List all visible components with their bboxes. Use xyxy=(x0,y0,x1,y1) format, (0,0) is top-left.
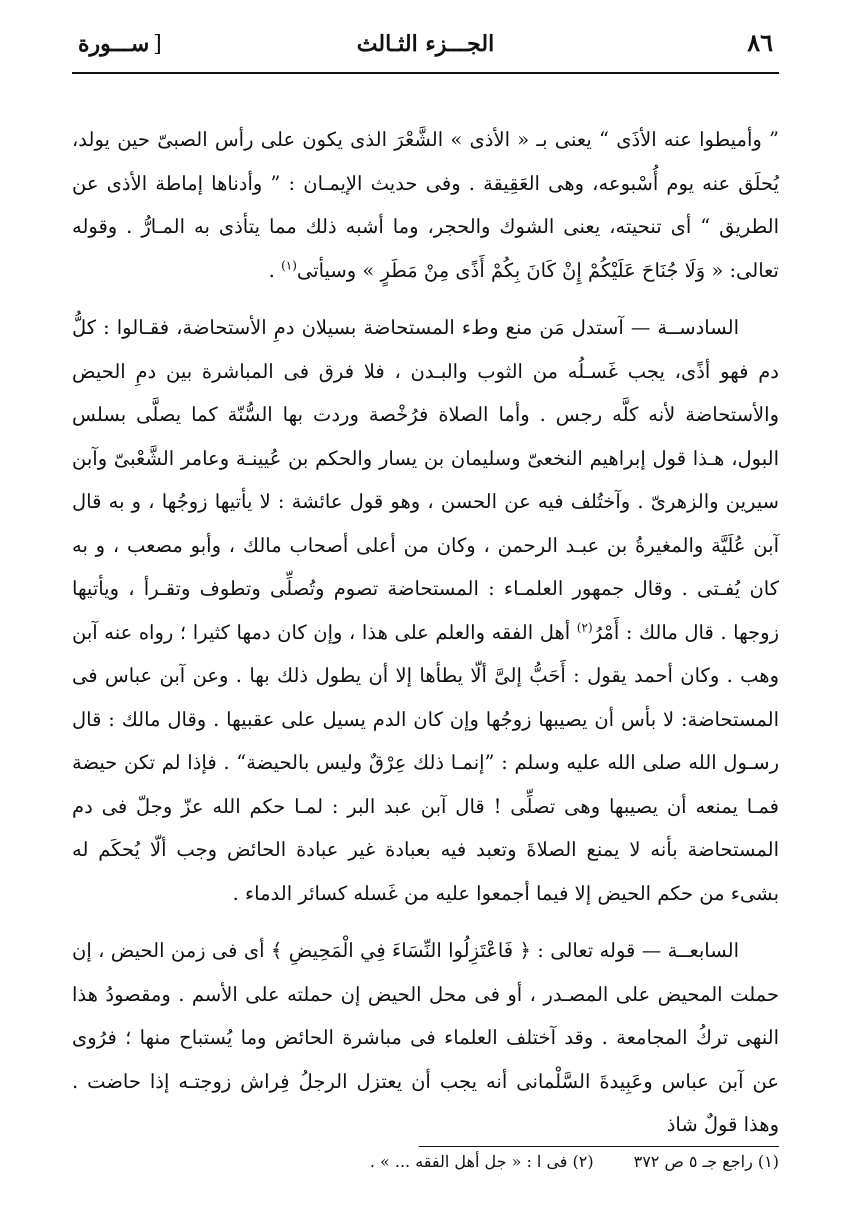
paragraph-2-text: السادســة — آستدل مَن منع وطء المستحاضة بسيلان دمِ الأستحاضة، فقـالوا : كلُّ دم فهو أذًى، يجب غَسـلُه من الثوب والبـدن ، فلا فرق فى المباشرة بين دمِ الحيض والأستحاضة لأنه كلَّه رجس . وأما الصلاة فرُخْصة وردت بها السُّنّة كما يصلَّى بسلس البول، هـذا قول إبراهيم النخعىّ وسليمان بن يسار والحكم بن عُيينـة وعامر الشَّعْبىّ وآبن سيرين والزهرىّ . وآختُلف فيه عن الحسن ، وهو قول عائشة : لا يأتيها زوجُها ، و به قال آبن عُلَيَّة والمغيرةُ بن عبـد الرحمن ، وكان من أعلى أصحاب مالك ، وأبو مصعب ، و به كان يُفـتى . وقال جمهور العلمـاء : المستحاضة تصوم وتُصلِّى وتطوف وتقـرأ ، ويأتيها زوجها . قال مالك : أَمْرُ xyxy=(72,316,779,644)
surah-text: ســـورة xyxy=(78,31,150,57)
paragraph-1 xyxy=(72,118,779,292)
footnote-1: (١) راجع جـ ٥ ص ٣٧٢ xyxy=(633,1152,779,1171)
footnote-divider xyxy=(419,1146,779,1147)
paragraph-3 xyxy=(72,929,779,1147)
footnotes xyxy=(72,1152,779,1171)
footnote-ref-1: (١) xyxy=(281,258,297,272)
surah-label xyxy=(78,31,188,57)
paragraph-1-end: . xyxy=(268,258,282,282)
part-title: الجـــزء الثـالث xyxy=(356,31,495,57)
footnote-ref-2: (٢) xyxy=(576,620,593,634)
page-number: ٨٦ xyxy=(747,28,773,57)
running-header xyxy=(72,28,779,74)
paragraph-1-text: ” وأميطوا عنه الأذَى “ يعنى بـ « الأذى » الشَّعْرَ الذى يكون على رأس الصبىّ حين يولد، يُحلَق عنه يوم أُسْبوعه، وهى العَقِيقة . وفى حديث الإيمـان : ” وأدناها إماطة الأذى عن الطريق “ أى تنحيته، يعنى الشوك والحجر، وما أشبه ذلك مما يتأذى به المـارُّ . وقوله تعالى: « وَلَا جُنَاحَ عَلَيْكُمْ إِنْ كَانَ بِكُمْ أَذًى مِنْ مَطَرٍ » وسيأتى xyxy=(72,128,779,282)
bracket-glyph: [ xyxy=(153,32,162,57)
paragraph-3-text: السابعــة — قوله تعالى : ﴿ فَاعْتَزِلُوا النِّسَاءَ فِي الْمَحِيضِ ﴾ أى فى زمن الحيض ، إن حملت المحيض على المصـدر ، أو فى محل الحيض إن حملته على الأسم . ومقصودُ هذا النهى تركُ المجامعة . وقد آختلف العلماء فى مباشرة الحائض وما يُستباح منها ؛ فرُوى عن آبن عباس وعَبِيدةَ السَّلْمانى أنه يجب أن يعتزل الرجلُ فِراش زوجتـه إذا حاضت . وهذا قولٌ شاذ xyxy=(72,939,779,1136)
paragraph-2 xyxy=(72,306,779,915)
footnote-2: (٢) فى ا : « جل أهل الفقه ... » . xyxy=(369,1152,594,1171)
text-body xyxy=(72,118,779,1147)
paragraph-2-cont: أهل الفقه والعلم على هذا ، وإن كان دمها كثيرا ؛ رواه عنه آبن وهب . وكان أحمد يقول : أَحَبُّ إلىَّ ألّا يطأها إلا أن يطول ذلك بها . وعن آبن عباس فى المستحاضة: لا بأس أن يصيبها زوجُها وإن كان الدم يسيل على عقبيها . وقال مالك : قال رسـول الله صلى الله عليه وسلم : ”إنمـا ذلك عِرْقٌ وليس بالحيضة“ . فإذا لم تكن حيضة فمـا يمنعه أن يصيبها وهى تصلِّى ! قال آبن عبد البر : لمـا حكم الله عزّ وجلّ فى دم المستحاضة بأنه لا يمنع الصلاةَ وتعبد فيه بعبادة غير عبادة الحائض وجب ألّا يُحكَم له بشىء من حكم الحيض إلا فيما أجمعوا عليه من غَسله كسائر الدماء . xyxy=(72,620,779,905)
